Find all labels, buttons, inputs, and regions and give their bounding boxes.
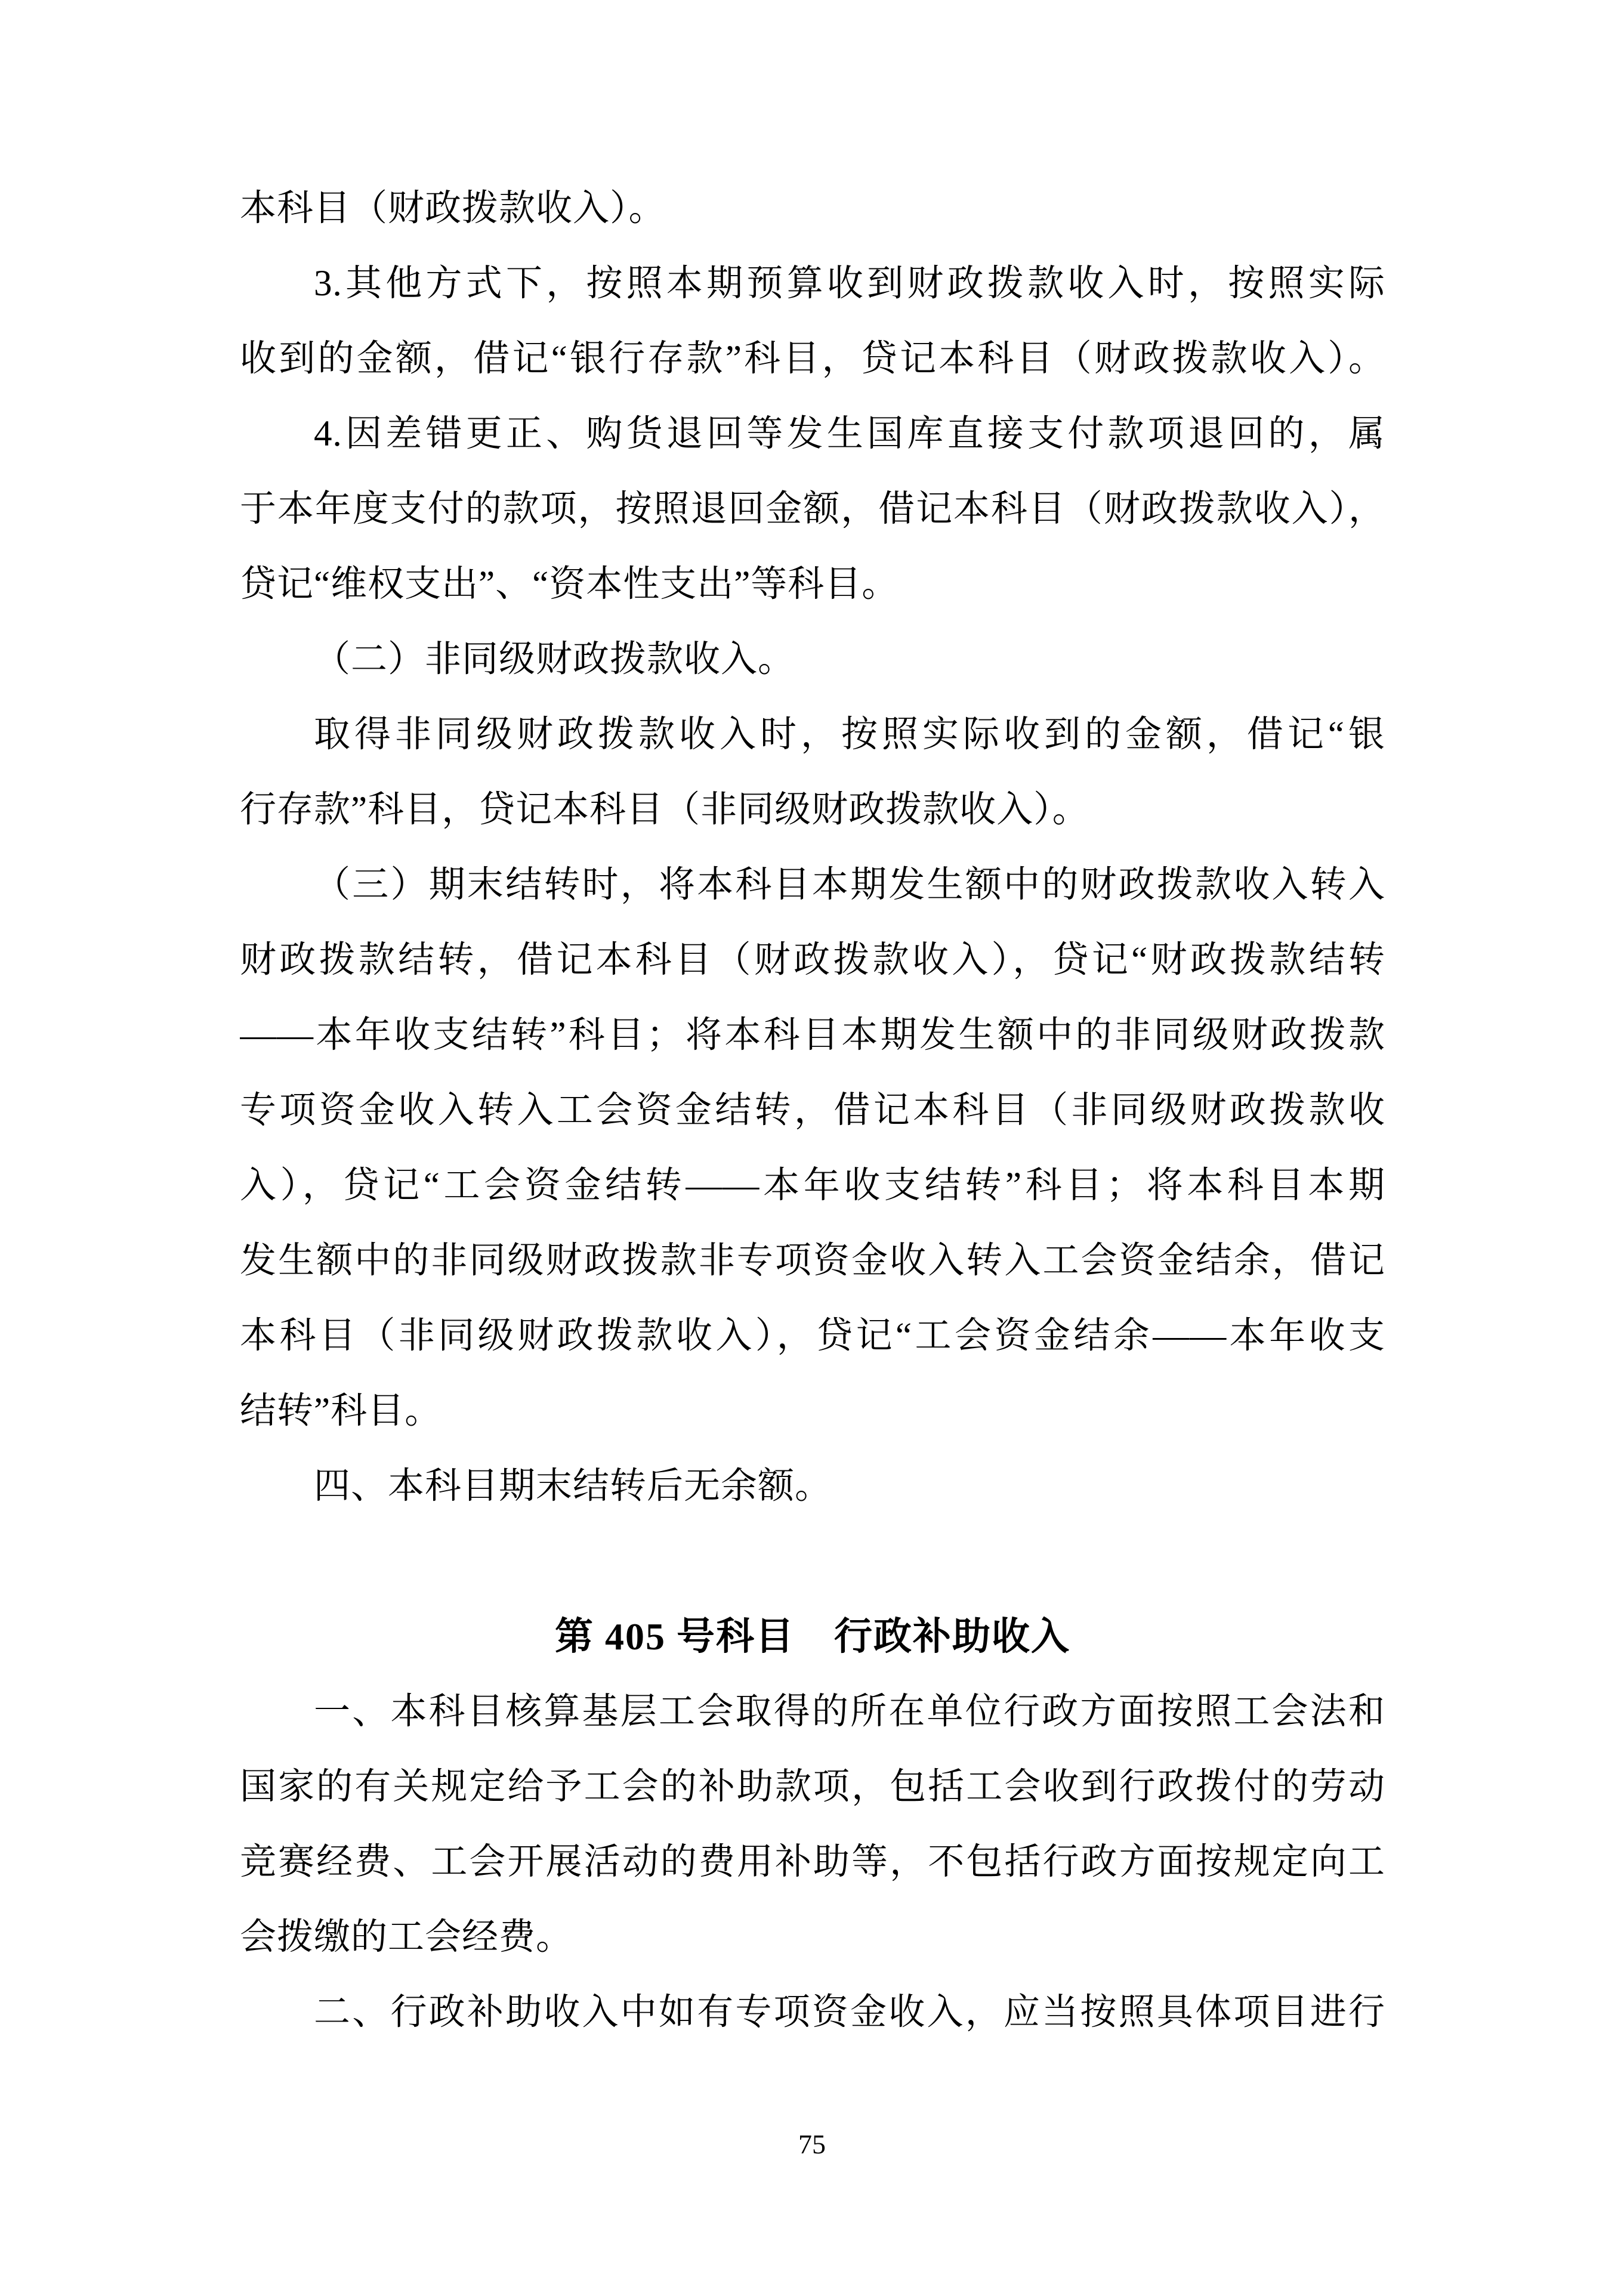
text-line: ——本年收支结转”科目；将本科目本期发生额中的非同级财政拨款 <box>240 1015 1385 1055</box>
text-line: （三）期末结转时，将本科目本期发生额中的财政拨款收入转入 <box>314 865 1385 905</box>
text-line: 结转”科目。 <box>240 1391 442 1431</box>
text-line: 竞赛经费、工会开展活动的费用补助等，不包括行政方面按规定向工 <box>240 1842 1385 1882</box>
text-line: 一、本科目核算基层工会取得的所在单位行政方面按照工会法和 <box>314 1692 1385 1732</box>
text-line: 贷记“维权支出”、“资本性支出”等科目。 <box>240 564 899 604</box>
text-line: 4.因差错更正、购货退回等发生国库直接支付款项退回的，属 <box>314 414 1385 454</box>
text-line: 发生额中的非同级财政拨款非专项资金收入转入工会资金结余，借记 <box>240 1241 1385 1281</box>
text-line: 专项资金收入转入工会资金结转，借记本科目（非同级财政拨款收 <box>240 1090 1385 1130</box>
text-line: 收到的金额，借记“银行存款”科目，贷记本科目（财政拨款收入）。 <box>240 339 1385 379</box>
text-line: 3.其他方式下，按照本期预算收到财政拨款收入时，按照实际 <box>314 264 1385 304</box>
text-line: 行存款”科目，贷记本科目（非同级财政拨款收入）。 <box>240 790 1089 830</box>
text-line: 二、行政补助收入中如有专项资金收入，应当按照具体项目进行 <box>314 1992 1385 2032</box>
text-line: 入），贷记“工会资金结转——本年收支结转”科目；将本科目本期 <box>240 1166 1385 1206</box>
section-heading: 第 405 号科目 行政补助收入 <box>555 1615 1070 1658</box>
text-line: 四、本科目期末结转后无余额。 <box>314 1466 832 1506</box>
page-number: 75 <box>798 2129 826 2159</box>
text-line: 国家的有关规定给予工会的补助款项，包括工会收到行政拨付的劳动 <box>240 1767 1385 1807</box>
text-line: 取得非同级财政拨款收入时，按照实际收到的金额，借记“银 <box>314 715 1385 755</box>
text-line: 会拨缴的工会经费。 <box>240 1917 573 1957</box>
text-line: 财政拨款结转，借记本科目（财政拨款收入），贷记“财政拨款结转 <box>240 940 1385 980</box>
text-line: 本科目（财政拨款收入）。 <box>240 188 666 228</box>
blank-line <box>240 1524 1385 1599</box>
text-line: 于本年度支付的款项，按照退回金额，借记本科目（财政拨款收入）， <box>240 489 1385 529</box>
text-line: 本科目（非同级财政拨款收入），贷记“工会资金结余——本年收支 <box>240 1316 1385 1356</box>
document-body <box>240 171 1385 2050</box>
text-line: （二）非同级财政拨款收入。 <box>314 639 795 679</box>
